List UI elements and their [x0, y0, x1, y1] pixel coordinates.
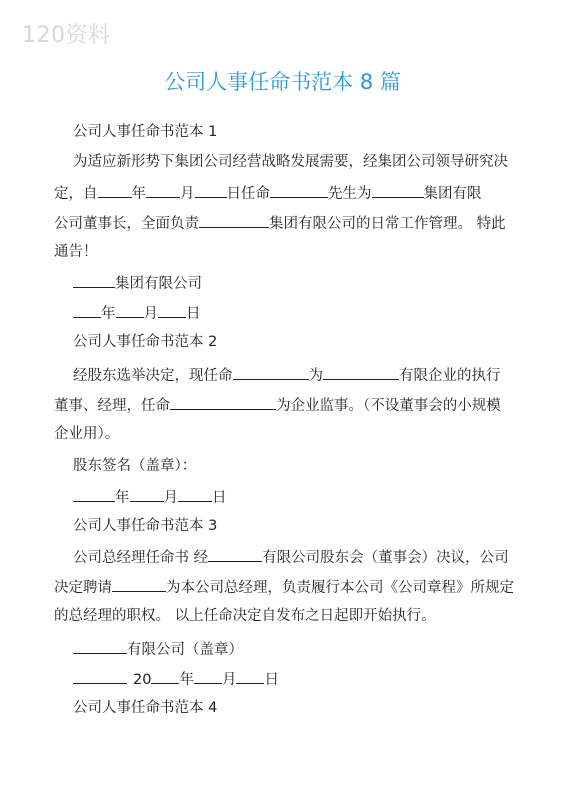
paragraph-line: 的总经理的职权。 以上任命决定自发布之日起即开始执行。 [54, 608, 436, 624]
section-3-heading: 公司人事任命书范本 3 [73, 518, 218, 534]
text-run: 有限企业的执行 [399, 368, 501, 384]
text-run: 月 [143, 306, 158, 322]
text-run: 定，自 [54, 186, 98, 202]
text-run: 集团有限 [423, 186, 482, 202]
fill-blank [98, 182, 132, 198]
date-line [73, 486, 227, 508]
date-line [73, 668, 279, 690]
date-line [73, 302, 201, 324]
text-run: 为企业监事。（不设董事会的小规模 [276, 398, 501, 414]
paragraph-line [54, 576, 514, 598]
text-run: 董事、经理，任命 [54, 398, 170, 414]
text-run: 年 [101, 306, 116, 322]
fill-blank [73, 272, 115, 288]
fill-blank [178, 486, 212, 502]
text-run: 集团有限公司 [115, 276, 202, 292]
fill-blank [146, 182, 180, 198]
paragraph-line: 通告！ [54, 244, 98, 260]
fill-blank [199, 212, 269, 228]
text-run: 为 [308, 368, 323, 384]
fill-blank [170, 394, 276, 410]
text-run: 公司董事长，全面负责 [54, 216, 199, 232]
text-run: 日 [264, 672, 279, 688]
paragraph-line [54, 394, 501, 416]
paragraph-line: 为适应新形势下集团公司经营战略发展需要，经集团公司领导研究决 [73, 154, 508, 170]
paragraph-line [73, 546, 509, 568]
text-run: 有限公司股东会（董事会）决议，公司 [262, 550, 509, 566]
fill-blank [116, 302, 144, 318]
text-run: 集团有限公司的日常工作管理。 特此 [269, 216, 506, 232]
fill-blank [233, 364, 309, 380]
company-line [73, 272, 202, 294]
text-run: 年 [179, 672, 194, 688]
fill-blank [194, 668, 222, 684]
watermark: 120资料 [22, 23, 111, 48]
fill-blank [112, 576, 166, 592]
section-2-heading: 公司人事任命书范本 2 [73, 334, 218, 350]
fill-blank [236, 668, 264, 684]
text-run: 日 [212, 490, 227, 506]
fill-blank [158, 302, 186, 318]
text-run: 为本公司总经理，负责履行本公司《公司章程》所规定 [166, 580, 514, 596]
fill-blank [372, 182, 424, 198]
text-run: 年 [115, 490, 130, 506]
document-title: 公司人事任命书范本 8 篇 [164, 70, 401, 94]
text-run: 有限公司（盖章） [127, 642, 243, 658]
paragraph-line [54, 182, 482, 204]
paragraph-line [73, 364, 501, 386]
fill-blank [208, 546, 262, 562]
text-run: 日任命 [226, 186, 270, 202]
text-run: 月 [180, 186, 195, 202]
text-run: 经股东选举决定，现任命 [73, 368, 233, 384]
section-4-heading: 公司人事任命书范本 4 [73, 700, 218, 716]
fill-blank [195, 182, 227, 198]
fill-blank [270, 182, 328, 198]
paragraph-line: 企业用）。 [54, 426, 120, 442]
company-line [73, 638, 243, 660]
text-run: 决定聘请 [54, 580, 112, 596]
text-run: 月 [221, 672, 237, 688]
section-1-heading: 公司人事任命书范本 1 [73, 124, 218, 140]
text-run: 年 [131, 186, 146, 202]
text-run: 日 [186, 306, 201, 322]
text-run: 先生为 [328, 186, 372, 202]
fill-blank [73, 486, 115, 502]
fill-blank [73, 668, 127, 684]
fill-blank [73, 638, 127, 654]
signature-line: 股东签名（盖章）： [73, 458, 197, 474]
text-run: 月 [163, 490, 178, 506]
paragraph-line [54, 212, 506, 234]
text-run: 20 [133, 672, 152, 688]
fill-blank [130, 486, 164, 502]
text-run: 公司总经理任命书 经 [73, 550, 209, 566]
fill-blank [323, 364, 399, 380]
fill-blank [73, 302, 101, 318]
fill-blank [151, 668, 179, 684]
